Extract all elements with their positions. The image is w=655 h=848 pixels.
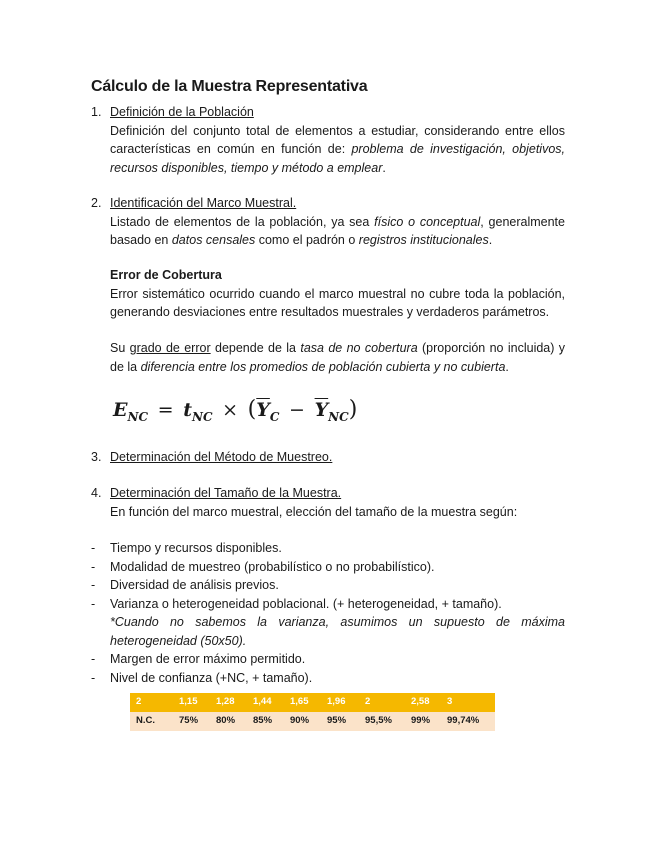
list-item: - Modalidad de muestreo (probabilístico o no probabilístico). [91,558,565,577]
section-number: 3. [91,450,102,464]
table-cell: 1,28 [210,693,247,712]
section-metodo-muestreo [91,448,565,467]
table-cell: 2 [359,693,405,712]
subsection-heading: Error de Cobertura [110,268,222,282]
section-paragraph: Listado de elementos de la población, ya sea físico o conceptual, generalmente basado en datos censales como el padrón o registros institucionales. [110,214,565,247]
table-cell: 99,74% [441,712,495,731]
table-cell: 80% [210,712,247,731]
list-item: - Diversidad de análisis previos. [91,576,565,595]
section-paragraph: En función del marco muestral, elección del tamaño de la muestra según: [110,504,518,519]
table-cell: 1,96 [321,693,359,712]
list-item: - Nivel de confianza (+NC, + tamaño). [91,669,565,688]
coverage-error-formula: $E_{NC} = t_{NC} \times (\overline{Y}_C - \overline{Y}_{NC})$ [113,397,358,424]
subsection-error-cobertura [91,266,565,322]
section-heading: Determinación del Tamaño de la Muestra. [110,486,342,500]
table-cell: 1,65 [284,693,321,712]
section-number: 4. [91,486,102,500]
section-number: 2. [91,196,102,210]
table-cell: 75% [173,712,210,731]
variance-note: *Cuando no sabemos la varianza, asumimos un supuesto de máxima heterogeneidad (50x50). [110,615,565,648]
list-item: - Margen de error máximo permitido. [91,650,565,669]
section-heading: Definición de la Población [110,105,254,119]
list-item: - Tiempo y recursos disponibles. [91,539,565,558]
section-number: 1. [91,105,102,119]
section-paragraph: Definición del conjunto total de elementos a estudiar, considerando entre ellos características en común en función de: problema de investigación, objetivos, recursos disponibles, tiempo y método a emplear. [110,123,565,175]
criteria-list [91,539,565,687]
section-paragraph: Error sistemático ocurrido cuando el marco muestral no cubre toda la población, generando desviaciones entre resultados muestrales y verdaderos parámetros. [110,286,565,319]
coverage-error-paragraph: Su grado de error depende de la tasa de no cobertura (proporción no incluida) y de la diferencia entre los promedios de población cubierta y no cubierta. [110,341,566,374]
page-title: Cálculo de la Muestra Representativa [91,78,368,95]
confidence-row [130,712,495,731]
z-value-row [130,693,495,712]
table-cell: 95,5% [359,712,405,731]
table-cell: 85% [247,712,284,731]
section-tamano-muestra [91,484,565,521]
table-cell: 99% [405,712,441,731]
table-cell: 95% [321,712,359,731]
criteria-list-wrapper [91,539,565,687]
table-cell: 3 [441,693,495,712]
table-cell: 1,15 [173,693,210,712]
confidence-level-table [130,693,495,731]
table-cell: 2 [130,693,173,712]
table-cell: 1,44 [247,693,284,712]
list-item: - Varianza o heterogeneidad poblacional. (+ heterogeneidad, + tamaño). *Cuando no sabemos la varianza, asumimos un supuesto de máxima heterogeneidad (50x50). [91,595,565,651]
section-poblacion [91,103,565,177]
section-heading: Identificación del Marco Muestral. [110,196,297,210]
table-cell: 2,58 [405,693,441,712]
section-heading: Determinación del Método de Muestreo. [110,450,333,464]
section-marco-muestral [91,194,565,250]
table-cell: 90% [284,712,321,731]
table-cell: N.C. [130,712,173,731]
